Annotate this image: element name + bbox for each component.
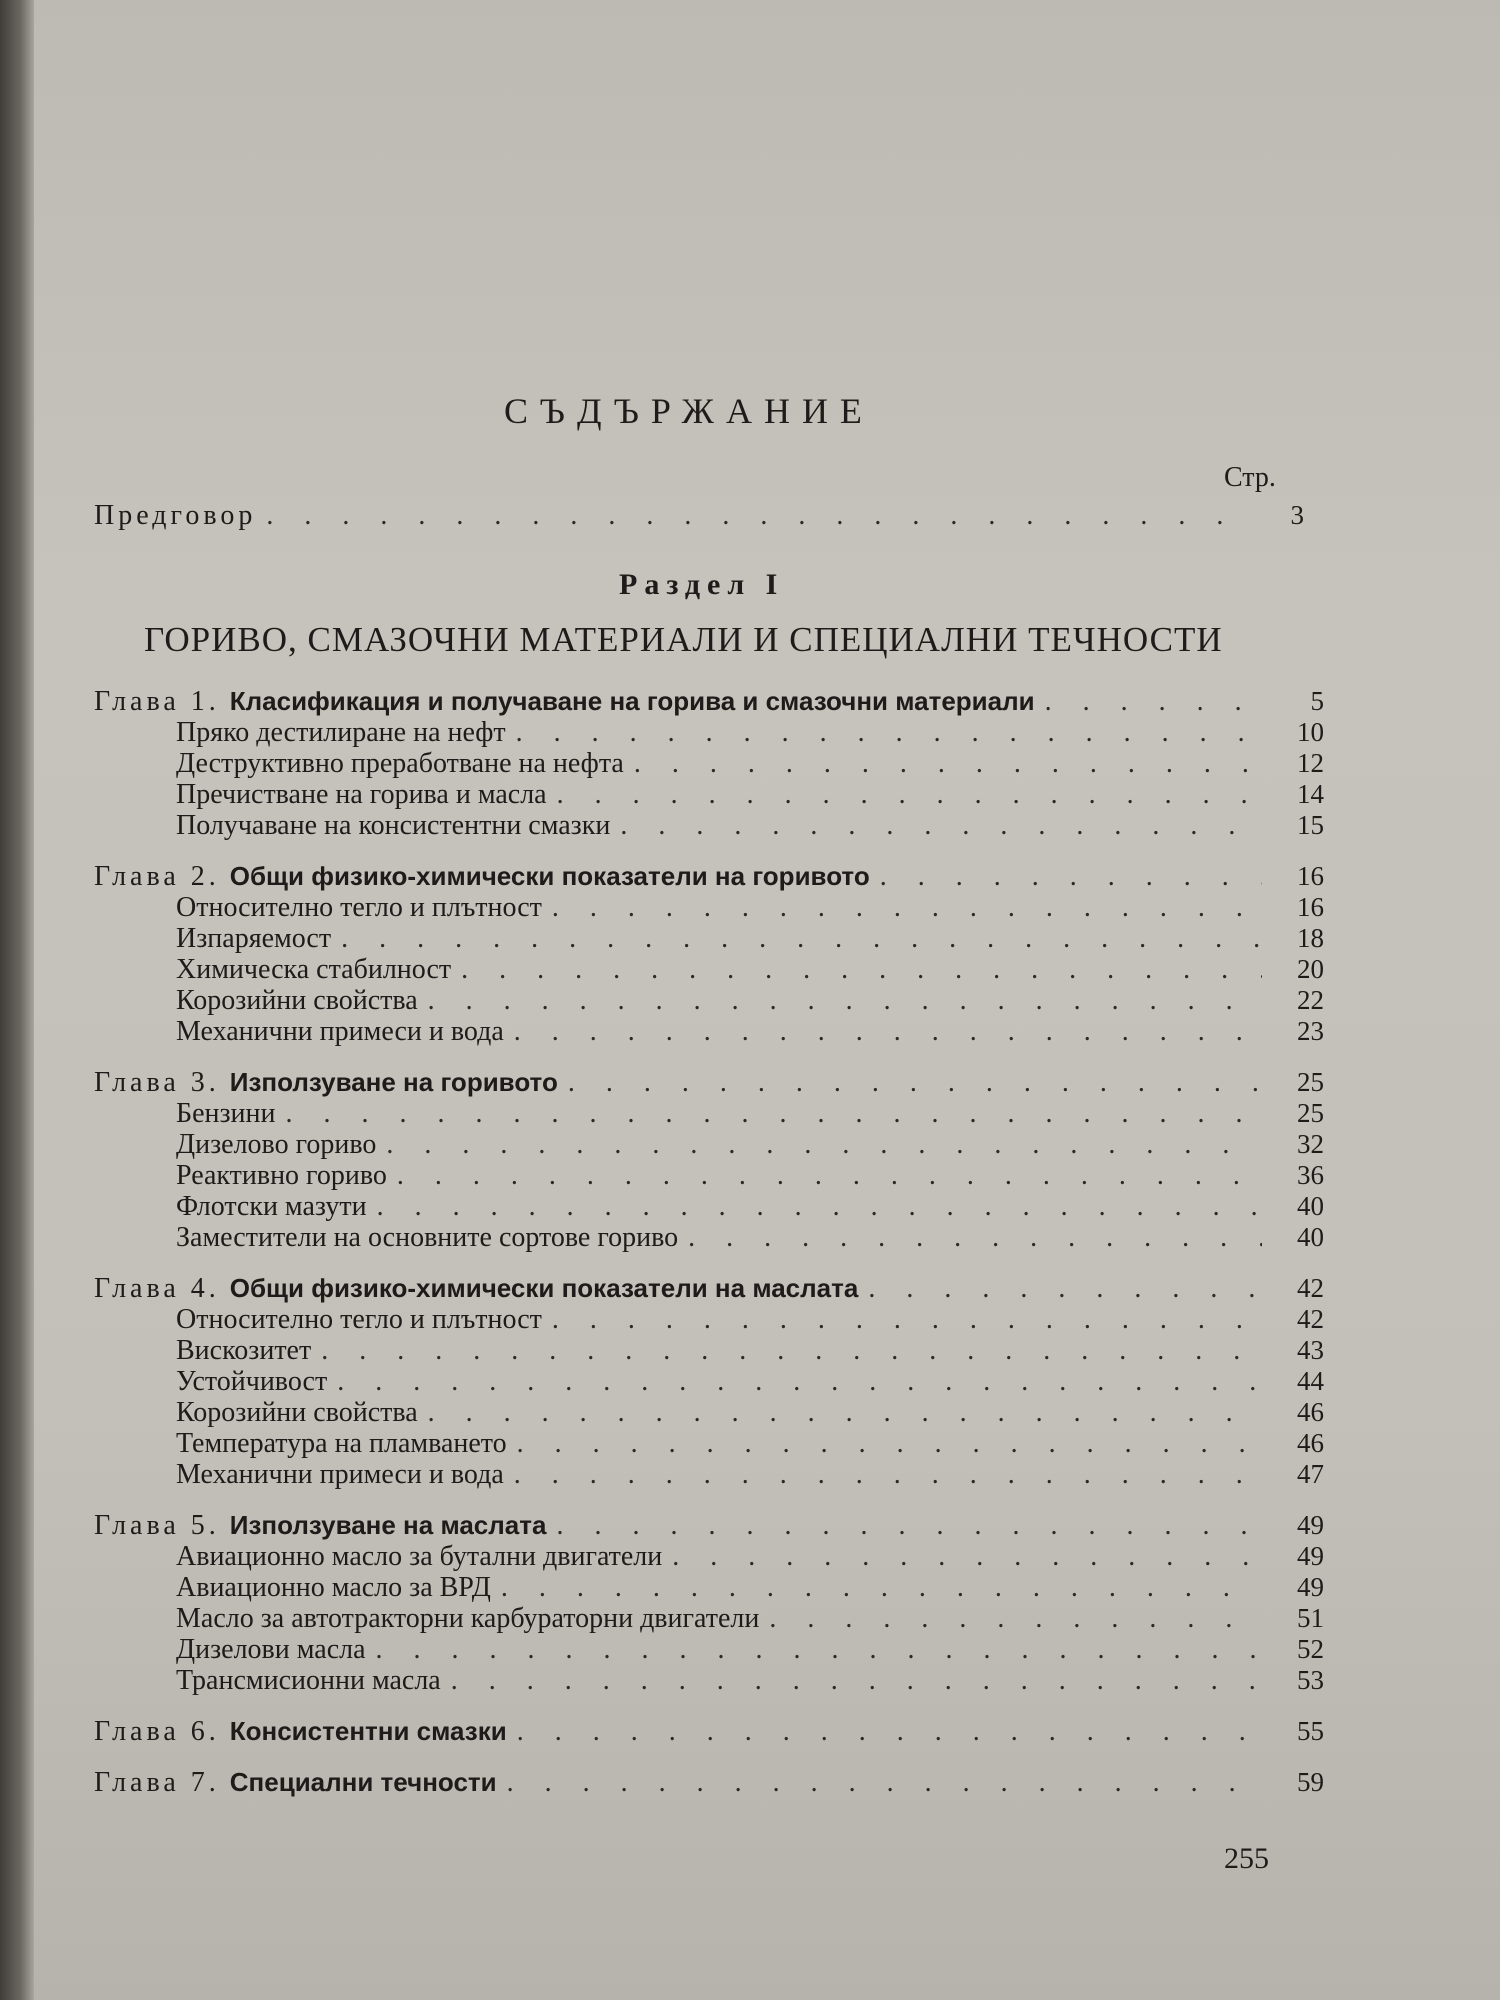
chapter-page: 25 [1297,1067,1324,1097]
entry-title: Бензини [176,1098,276,1129]
entry-page: 22 [1297,985,1324,1015]
leader-dots [286,1098,1262,1129]
toc-entry [94,1191,1324,1222]
entry-title: Изпаряемост [176,923,332,954]
chapter-label: Глава 7. [94,1767,220,1798]
entry-title: Авиационно масло за ВРД [176,1572,491,1603]
page-title: СЪДЪРЖАНИЕ [504,391,874,431]
toc-entry [94,1603,1324,1634]
toc-entry [94,717,1324,748]
chapter-label: Глава 6. [94,1716,220,1747]
entry-page: 46 [1297,1428,1324,1458]
chapter-block [94,1767,1324,1798]
entry-title: Относително тегло и плътност [176,892,542,923]
section-title: ГОРИВО, СМАЗОЧНИ МАТЕРИАЛИ И СПЕЦИАЛНИ ТЕЧНОСТИ [144,620,1223,659]
toc-entry [94,1397,1324,1428]
entry-page: 49 [1297,1572,1324,1602]
chapter-label: Глава 4. [94,1273,220,1304]
entry-title: Получаване на консистентни смазки [176,810,611,841]
entry-title: Дизелови масла [176,1634,366,1665]
entry-title: Реактивно гориво [176,1160,387,1191]
toc-entry [94,1016,1324,1047]
leader-dots [1045,686,1262,717]
chapter-block [94,686,1324,841]
leader-dots [451,1665,1262,1696]
leader-dots [688,1222,1262,1253]
toc-entry [94,1572,1324,1603]
entry-page: 52 [1297,1634,1324,1664]
entry-page: 14 [1297,779,1324,809]
chapter-page: 16 [1297,861,1324,891]
leader-dots [556,1510,1262,1541]
chapter-heading [94,1716,1324,1747]
entry-title: Деструктивно преработване на нефта [176,748,624,779]
entry-page: 40 [1297,1191,1324,1221]
leader-dots [769,1603,1262,1634]
entry-title: Заместители на основните сортове гориво [176,1222,679,1253]
toc-entry [94,1160,1324,1191]
leader-dots [428,1397,1262,1428]
entry-page: 15 [1297,810,1324,840]
entry-page: 32 [1297,1129,1324,1159]
chapter-title: Специални течности [229,1767,497,1797]
entry-page: 18 [1297,923,1324,953]
entry-title: Температура на пламването [176,1428,507,1459]
chapter-block [94,1510,1324,1696]
leader-dots [337,1366,1262,1397]
chapter-block [94,861,1324,1047]
chapter-block [94,1067,1324,1253]
leader-dots [507,1767,1262,1798]
leader-dots [868,1273,1262,1304]
entry-title: Пречистване на горива и масла [176,779,547,810]
entry-title: Устойчивост [176,1366,328,1397]
entry-page: 23 [1297,1016,1324,1046]
toc-entry [94,892,1324,923]
toc-entry [94,1304,1324,1335]
entry-title: Пряко дестилиране на нефт [176,717,506,748]
chapter-title: Използуване на горивото [229,1067,558,1097]
entry-title: Масло за автотракторни карбураторни двигатели [176,1603,760,1634]
chapter-title: Използуване на маслата [229,1510,547,1540]
entry-title: Химическа стабилност [176,954,452,985]
toc-entry [94,779,1324,810]
entry-page: 12 [1297,748,1324,778]
leader-dots [341,923,1262,954]
entry-page: 43 [1297,1335,1324,1365]
entry-title: Корозийни свойства [176,1397,418,1428]
chapter-block [94,1716,1324,1747]
page-column-label: Стр. [1224,462,1276,493]
entry-title: Трансмисионни масла [176,1665,441,1696]
leader-dots [552,1304,1262,1335]
chapter-page: 55 [1297,1716,1324,1746]
leader-dots [514,1016,1262,1047]
leader-dots [672,1541,1262,1572]
entry-page: 47 [1297,1459,1324,1489]
chapter-title: Общи физико-химически показатели на горивото [229,861,870,891]
chapter-label: Глава 1. [94,686,220,717]
book-page [34,0,1500,2000]
leader-dots [880,861,1262,892]
chapter-label: Глава 2. [94,861,220,892]
chapter-block [94,1273,1324,1490]
entry-page: 53 [1297,1665,1324,1695]
leader-dots [321,1335,1262,1366]
preface-page: 3 [1290,500,1304,530]
entry-page: 49 [1297,1541,1324,1571]
chapter-heading [94,1767,1324,1798]
toc-entry [94,1098,1324,1129]
toc-entry [94,1366,1324,1397]
leader-dots [376,1634,1262,1665]
leader-dots [552,892,1262,923]
toc-entry [94,985,1324,1016]
leader-dots [386,1129,1262,1160]
chapter-label: Глава 5. [94,1510,220,1541]
book-spine-shadow [0,0,34,2000]
preface-entry [94,500,1304,532]
leader-dots [461,954,1262,985]
entry-title: Механични примеси и вода [176,1016,504,1047]
page-number: 255 [1224,1842,1269,1875]
entry-page: 46 [1297,1397,1324,1427]
chapter-label: Глава 3. [94,1067,220,1098]
entry-title: Дизелово гориво [176,1129,377,1160]
entry-page: 10 [1297,717,1324,747]
chapter-title: Класификация и получаване на горива и смазочни материали [229,686,1035,716]
entry-page: 36 [1297,1160,1324,1190]
toc-entry [94,1335,1324,1366]
leader-dots [397,1160,1262,1191]
entry-page: 51 [1297,1603,1324,1633]
leader-dots [514,1459,1262,1490]
entry-title: Механични примеси и вода [176,1459,504,1490]
leader-dots [557,779,1262,810]
toc-entry [94,954,1324,985]
preface-label: Предговор [94,500,257,531]
toc-entry [94,1428,1324,1459]
chapter-heading [94,1510,1324,1541]
entry-page: 16 [1297,892,1324,922]
entry-page: 44 [1297,1366,1324,1396]
chapter-heading [94,1273,1324,1304]
leader-dots [517,1428,1262,1459]
entry-page: 20 [1297,954,1324,984]
leader-dots [516,717,1262,748]
toc-entry [94,1129,1324,1160]
chapter-page: 49 [1297,1510,1324,1540]
chapter-heading [94,861,1324,892]
chapter-heading [94,686,1324,717]
leader-dots [377,1191,1262,1222]
chapter-page: 5 [1310,686,1324,716]
toc-entry [94,1459,1324,1490]
toc-entry [94,1541,1324,1572]
toc-entry [94,1665,1324,1696]
chapter-page: 42 [1297,1273,1324,1303]
leader-dots [517,1716,1262,1747]
toc-entry [94,748,1324,779]
toc-entry [94,923,1324,954]
entry-title: Флотски мазути [176,1191,367,1222]
leader-dots [266,500,1242,531]
toc-entry [94,810,1324,841]
leader-dots [568,1067,1262,1098]
entry-title: Корозийни свойства [176,985,418,1016]
chapter-title: Общи физико-химически показатели на маслата [229,1273,859,1303]
chapter-page: 59 [1297,1767,1324,1797]
leader-dots [634,748,1262,779]
chapter-heading [94,1067,1324,1098]
entry-page: 40 [1297,1222,1324,1252]
leader-dots [501,1572,1262,1603]
leader-dots [428,985,1262,1016]
entry-page: 42 [1297,1304,1324,1334]
entry-title: Авиационно масло за бутални двигатели [176,1541,663,1572]
chapter-title: Консистентни смазки [229,1716,507,1746]
leader-dots [620,810,1262,841]
chapter-list [94,686,1324,1818]
entry-title: Относително тегло и плътност [176,1304,542,1335]
entry-title: Вискозитет [176,1335,312,1366]
entry-page: 25 [1297,1098,1324,1128]
toc-entry [94,1634,1324,1665]
toc-entry [94,1222,1324,1253]
section-label: Раздел I [619,568,785,601]
